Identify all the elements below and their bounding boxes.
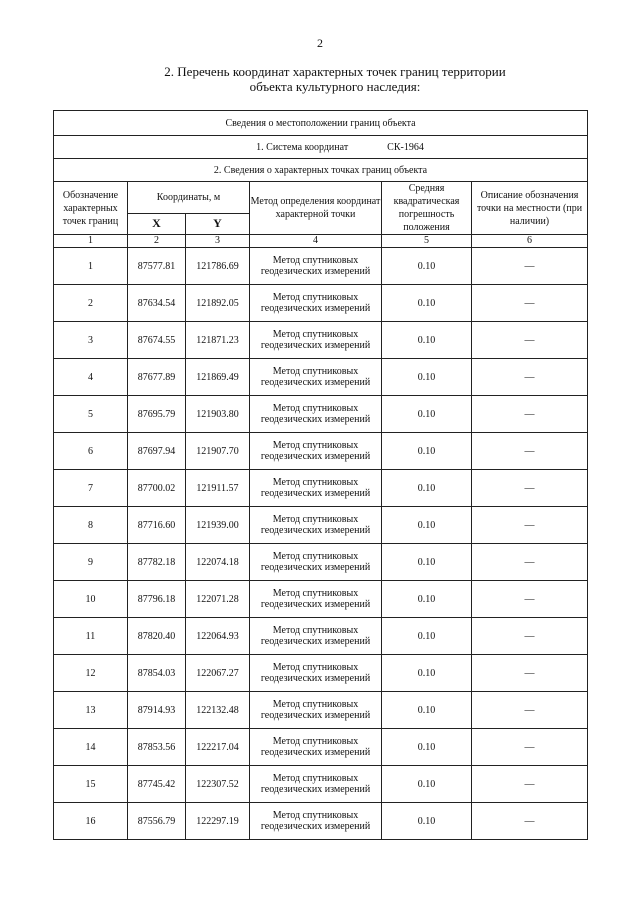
header-x: X [128, 213, 186, 234]
mean-square-error: 0.10 [382, 433, 472, 470]
coordinate-y: 122064.93 [186, 618, 250, 655]
header-y: Y [186, 213, 250, 234]
coordinate-x: 87634.54 [128, 285, 186, 322]
point-description: — [472, 359, 588, 396]
coordinate-x: 87695.79 [128, 396, 186, 433]
coordinate-y: 121869.49 [186, 359, 250, 396]
coordinate-x: 87556.79 [128, 803, 186, 840]
table-row [54, 322, 588, 359]
coordinate-y: 121786.69 [186, 248, 250, 285]
coordinate-x: 87782.18 [128, 544, 186, 581]
point-number: 16 [54, 803, 128, 840]
coordinate-y: 121871.23 [186, 322, 250, 359]
point-description: — [472, 433, 588, 470]
point-description: — [472, 655, 588, 692]
method: Метод спутниковых геодезических измерений [250, 729, 382, 766]
point-description: — [472, 322, 588, 359]
point-description: — [472, 396, 588, 433]
mean-square-error: 0.10 [382, 322, 472, 359]
point-number: 2 [54, 285, 128, 322]
mean-square-error: 0.10 [382, 507, 472, 544]
method: Метод спутниковых геодезических измерений [250, 359, 382, 396]
point-description: — [472, 729, 588, 766]
coordinate-x: 87853.56 [128, 729, 186, 766]
header-error: Средняя квадратическая погрешность положения [382, 182, 472, 235]
method: Метод спутниковых геодезических измерений [250, 396, 382, 433]
mean-square-error: 0.10 [382, 729, 472, 766]
table-row [54, 581, 588, 618]
header-designation: Обозначение характерных точек границ [54, 182, 128, 235]
point-description: — [472, 507, 588, 544]
table-row [54, 655, 588, 692]
mean-square-error: 0.10 [382, 285, 472, 322]
point-description: — [472, 581, 588, 618]
heading-line-2: объекта культурного наследия: [249, 79, 421, 94]
table-row [54, 507, 588, 544]
coordinate-system-label: 1. Система координат [256, 141, 349, 153]
method: Метод спутниковых геодезических измерений [250, 544, 382, 581]
mean-square-error: 0.10 [382, 766, 472, 803]
table-row [54, 470, 588, 507]
column-number: 3 [186, 235, 250, 248]
table-row [54, 766, 588, 803]
column-number: 5 [382, 235, 472, 248]
coordinate-system-row [54, 136, 588, 159]
point-number: 7 [54, 470, 128, 507]
method: Метод спутниковых геодезических измерений [250, 618, 382, 655]
coordinate-y: 122307.52 [186, 766, 250, 803]
method: Метод спутниковых геодезических измерений [250, 322, 382, 359]
point-description: — [472, 544, 588, 581]
table-row [54, 248, 588, 285]
coordinate-x: 87700.02 [128, 470, 186, 507]
coordinate-x: 87677.89 [128, 359, 186, 396]
point-description: — [472, 470, 588, 507]
point-description: — [472, 803, 588, 840]
table-row [54, 618, 588, 655]
coordinate-y: 122074.18 [186, 544, 250, 581]
mean-square-error: 0.10 [382, 470, 472, 507]
header-description: Описание обозначения точки на местности (при наличии) [472, 182, 588, 235]
coordinate-y: 122067.27 [186, 655, 250, 692]
coordinate-y: 121911.57 [186, 470, 250, 507]
method: Метод спутниковых геодезических измерений [250, 433, 382, 470]
coordinate-x: 87854.03 [128, 655, 186, 692]
point-description: — [472, 618, 588, 655]
mean-square-error: 0.10 [382, 396, 472, 433]
point-number: 4 [54, 359, 128, 396]
point-description: — [472, 692, 588, 729]
coordinate-y: 121892.05 [186, 285, 250, 322]
method: Метод спутниковых геодезических измерений [250, 655, 382, 692]
column-number: 4 [250, 235, 382, 248]
page-number: 2 [317, 36, 323, 50]
table-row [54, 285, 588, 322]
heading-line-1: 2. Перечень координат характерных точек границ территории [164, 64, 506, 79]
coordinate-y: 122297.19 [186, 803, 250, 840]
table-row [54, 359, 588, 396]
coordinate-y: 121903.80 [186, 396, 250, 433]
point-number: 13 [54, 692, 128, 729]
mean-square-error: 0.10 [382, 359, 472, 396]
table-row [54, 544, 588, 581]
mean-square-error: 0.10 [382, 581, 472, 618]
coordinate-x: 87577.81 [128, 248, 186, 285]
table-row [54, 729, 588, 766]
coordinate-x: 87674.55 [128, 322, 186, 359]
coordinate-x: 87820.40 [128, 618, 186, 655]
method: Метод спутниковых геодезических измерений [250, 507, 382, 544]
point-number: 5 [54, 396, 128, 433]
coordinate-system-value: СК-1964 [387, 141, 424, 153]
method: Метод спутниковых геодезических измерений [250, 766, 382, 803]
mean-square-error: 0.10 [382, 655, 472, 692]
coordinate-x: 87796.18 [128, 581, 186, 618]
header-coordinates: Координаты, м [128, 182, 250, 214]
point-number: 15 [54, 766, 128, 803]
table-row [54, 396, 588, 433]
coordinate-x: 87716.60 [128, 507, 186, 544]
coordinate-x: 87697.94 [128, 433, 186, 470]
table-row [54, 803, 588, 840]
coordinate-y: 122132.48 [186, 692, 250, 729]
column-number: 2 [128, 235, 186, 248]
point-number: 14 [54, 729, 128, 766]
coordinate-y: 122217.04 [186, 729, 250, 766]
point-number: 3 [54, 322, 128, 359]
point-number: 8 [54, 507, 128, 544]
mean-square-error: 0.10 [382, 248, 472, 285]
points-section-title: 2. Сведения о характерных точках границ объекта [54, 159, 588, 182]
point-number: 9 [54, 544, 128, 581]
point-description: — [472, 285, 588, 322]
point-number: 12 [54, 655, 128, 692]
method: Метод спутниковых геодезических измерений [250, 285, 382, 322]
mean-square-error: 0.10 [382, 803, 472, 840]
table-row [54, 433, 588, 470]
coordinate-x: 87745.42 [128, 766, 186, 803]
point-number: 11 [54, 618, 128, 655]
coordinates-table [53, 110, 588, 840]
mean-square-error: 0.10 [382, 618, 472, 655]
coordinate-y: 122071.28 [186, 581, 250, 618]
method: Метод спутниковых геодезических измерений [250, 692, 382, 729]
table-row [54, 692, 588, 729]
mean-square-error: 0.10 [382, 692, 472, 729]
point-number: 1 [54, 248, 128, 285]
method: Метод спутниковых геодезических измерений [250, 248, 382, 285]
table-banner: Сведения о местоположении границ объекта [54, 111, 588, 136]
column-number: 6 [472, 235, 588, 248]
method: Метод спутниковых геодезических измерений [250, 803, 382, 840]
point-description: — [472, 248, 588, 285]
point-description: — [472, 766, 588, 803]
coordinate-x: 87914.93 [128, 692, 186, 729]
point-number: 10 [54, 581, 128, 618]
coordinate-y: 121907.70 [186, 433, 250, 470]
mean-square-error: 0.10 [382, 544, 472, 581]
method: Метод спутниковых геодезических измерений [250, 470, 382, 507]
point-number: 6 [54, 433, 128, 470]
header-method: Метод определения координат характерной точки [250, 182, 382, 235]
method: Метод спутниковых геодезических измерений [250, 581, 382, 618]
coordinate-y: 121939.00 [186, 507, 250, 544]
column-number: 1 [54, 235, 128, 248]
document-heading [100, 64, 570, 94]
